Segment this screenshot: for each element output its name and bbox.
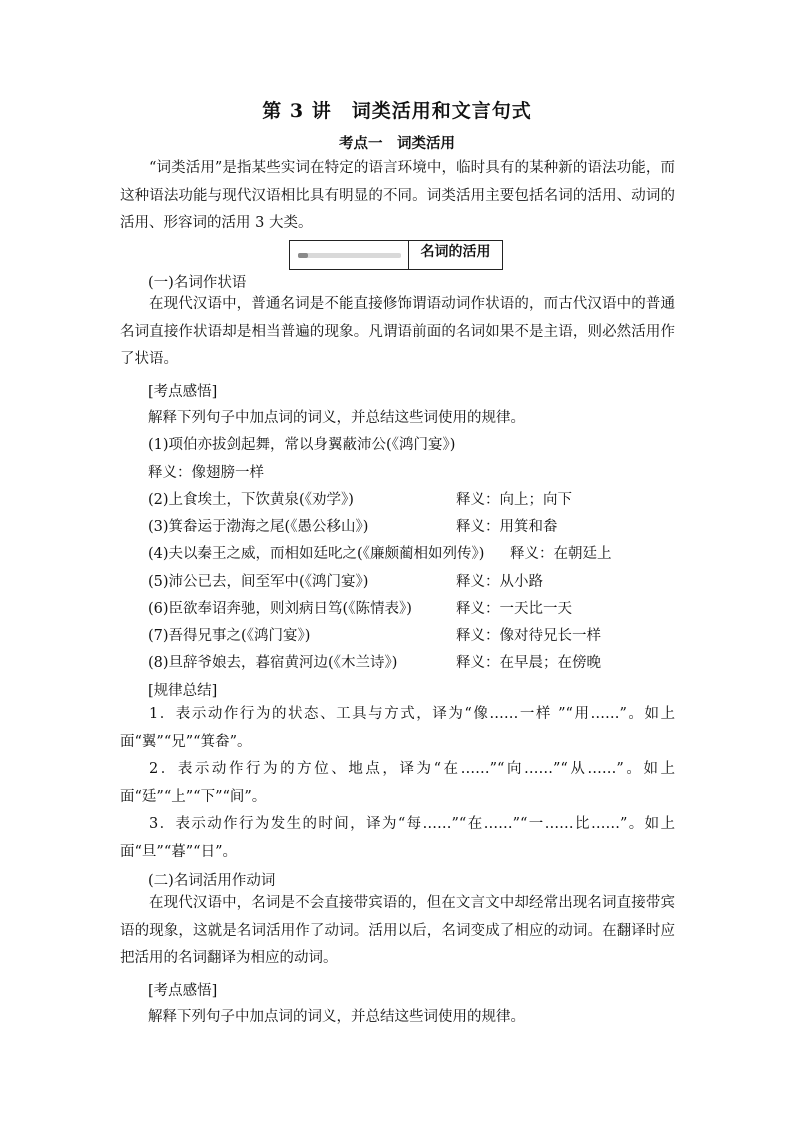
banner-label: 名词的活用: [420, 244, 491, 260]
example-question: (2)上食埃土，下饮黄泉(《劝学》): [148, 492, 354, 508]
example-question: (8)旦辞爷娘去，暮宿黄河边(《木兰诗》): [148, 655, 398, 671]
example-1-answer: 释义：像翅膀一样: [148, 465, 264, 481]
part2-tag: [考点感悟]: [148, 983, 218, 999]
part2-body: 在现代汉语中，名词是不会直接带宾语的，但在文言文中却经常出现名词直接带宾语的现象，这就是名词活用作了动词。活用以后，名词变成了相应的动词。在翻译时应把活用的名词翻译为相应的动词。: [120, 895, 675, 966]
section-banner: [289, 240, 503, 270]
summary-tag: [规律总结]: [148, 683, 218, 699]
example-answer: 释义：一天比一天: [456, 601, 572, 617]
example-answer: 释义：向上；向下: [456, 492, 572, 508]
example-answer: 释义：从小路: [456, 574, 543, 590]
rule-2: 2．表示动作行为的方位、地点，译为“在……”“向……”“从……”。如上面“廷”“上”“下”“间”。: [120, 761, 675, 805]
example-question: (4)夫以秦王之威，而相如廷叱之(《廉颇蔺相如列传》): [148, 546, 485, 562]
example-answer: 释义：在朝廷上: [510, 546, 612, 562]
part1-instruction: 解释下列句子中加点词的词义，并总结这些词使用的规律。: [148, 410, 525, 426]
example-question: (5)沛公已去，间至军中(《鸿门宴》): [148, 574, 369, 590]
rule-1: 1．表示动作行为的状态、工具与方式，译为“像……一样 ”“用……”。如上面“翼”“兄”“箕畚”。: [120, 706, 675, 750]
rule-3: 3．表示动作行为发生的时间，译为“每……”“在……”“一……比……”。如上面“旦”“暮”“日”。: [120, 816, 675, 860]
page-title: 第 3 讲 词类活用和文言句式: [262, 100, 532, 122]
example-answer: 释义：在早晨；在傍晚: [456, 655, 601, 671]
part1-tag: [考点感悟]: [148, 384, 218, 400]
intro-paragraph: “词类活用”是指某些实词在特定的语言环境中，临时具有的某种新的语法功能，而这种语法功能与现代汉语相比具有明显的不同。词类活用主要包括名词的活用、动词的活用、形容词的活用 3 大类。: [120, 160, 675, 231]
part2-instruction: 解释下列句子中加点词的词义，并总结这些词使用的规律。: [148, 1009, 525, 1025]
section-subtitle: 考点一 词类活用: [339, 135, 455, 152]
part1-body: 在现代汉语中，普通名词是不能直接修饰谓语动词作状语的，而古代汉语中的普通名词直接作状语却是相当普遍的现象。凡谓语前面的名词如果不是主语，则必然活用作了状语。: [120, 296, 675, 367]
example-question: (6)臣欲奉诏奔驰，则刘病日笃(《陈情表》): [148, 601, 412, 617]
banner-decoration: [290, 241, 409, 269]
part2-heading: (二)名词活用作动词: [148, 873, 276, 889]
example-1-question: (1)项伯亦拔剑起舞，常以身翼蔽沛公(《鸿门宴》): [148, 437, 456, 453]
example-answer: 释义：用箕和畚: [456, 519, 558, 535]
example-question: (7)吾得兄事之(《鸿门宴》): [148, 628, 311, 644]
example-question: (3)箕畚运于渤海之尾(《愚公移山》): [148, 519, 369, 535]
example-answer: 释义：像对待兄长一样: [456, 628, 601, 644]
part1-heading: (一)名词作状语: [148, 275, 247, 291]
